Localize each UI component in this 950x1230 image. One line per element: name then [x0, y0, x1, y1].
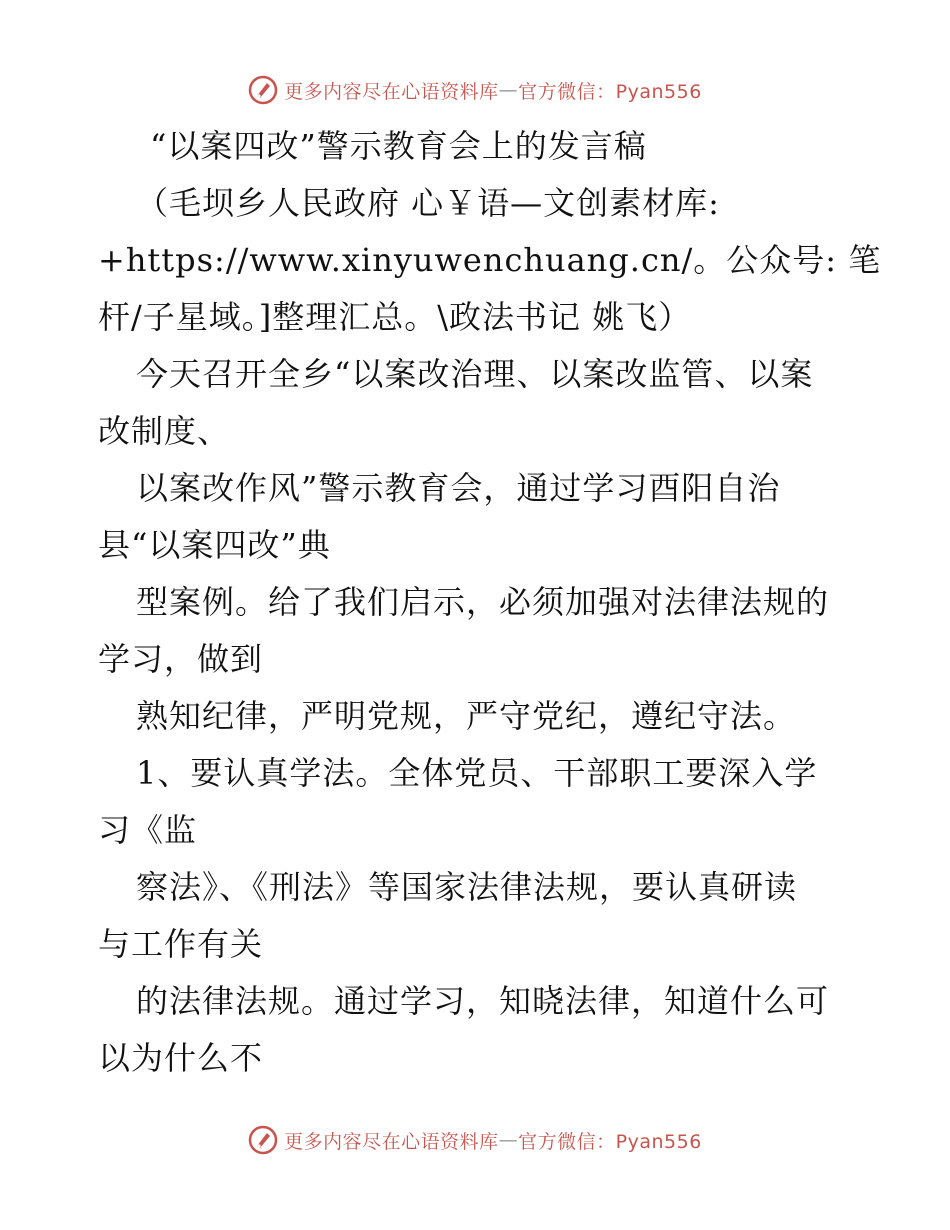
paragraph-line: （毛坝乡人民政府 心￥语—文创素材库:: [136, 184, 720, 222]
paragraph-line: 熟知纪律，严明党规，严守党纪，遵纪守法。: [136, 697, 797, 735]
paragraph-line: 型案例。给了我们启示，必须加强对法律法规的: [136, 583, 830, 621]
banner-separator: —: [498, 1129, 519, 1151]
paragraph-line: 杆/子星域。]整理汇总。\政法书记 姚飞）: [98, 298, 692, 336]
footer-banner: [0, 1120, 950, 1160]
paragraph-line: 以案改作风”警示教育会，通过学习酉阳自治: [136, 469, 781, 507]
banner-text: 更多内容尽在心语资料库: [284, 1130, 499, 1153]
paragraph-line: 改制度、: [98, 412, 231, 450]
paragraph-line: 县“以案四改”典: [98, 526, 331, 564]
paragraph-line: 1、要认真学法。全体党员、干部职工要深入学: [136, 754, 818, 792]
paragraph-line: 学习，做到: [98, 640, 264, 678]
paragraph-line: 今天召开全乡“以案改治理、以案改监管、以案: [136, 355, 814, 393]
pen-nib-logo-icon: [248, 1125, 278, 1155]
paragraph-line: 习《监: [98, 811, 198, 849]
pen-nib-logo-icon: [248, 75, 278, 105]
banner-text: 更多内容尽在心语资料库: [284, 80, 499, 103]
banner-separator: —: [498, 79, 519, 101]
document-body: [98, 118, 882, 1087]
banner-wechat: 官方微信：Pyan556: [518, 1130, 702, 1153]
paragraph-line: 与工作有关: [98, 925, 264, 963]
banner-wechat: 官方微信：Pyan556: [518, 80, 702, 103]
paragraph-line: 察法》、《刑法》等国家法律法规，要认真研读: [136, 868, 798, 906]
paragraph-line: 以为什么不: [98, 1039, 264, 1077]
paragraph-line: 的法律法规。通过学习，知晓法律，知道什么可: [136, 982, 830, 1020]
document-title: “以案四改”警示教育会上的发言稿: [150, 127, 647, 165]
header-banner: [0, 70, 950, 110]
paragraph-line: +https://www.xinyuwenchuang.cn/。公众号: 笔: [98, 241, 882, 279]
